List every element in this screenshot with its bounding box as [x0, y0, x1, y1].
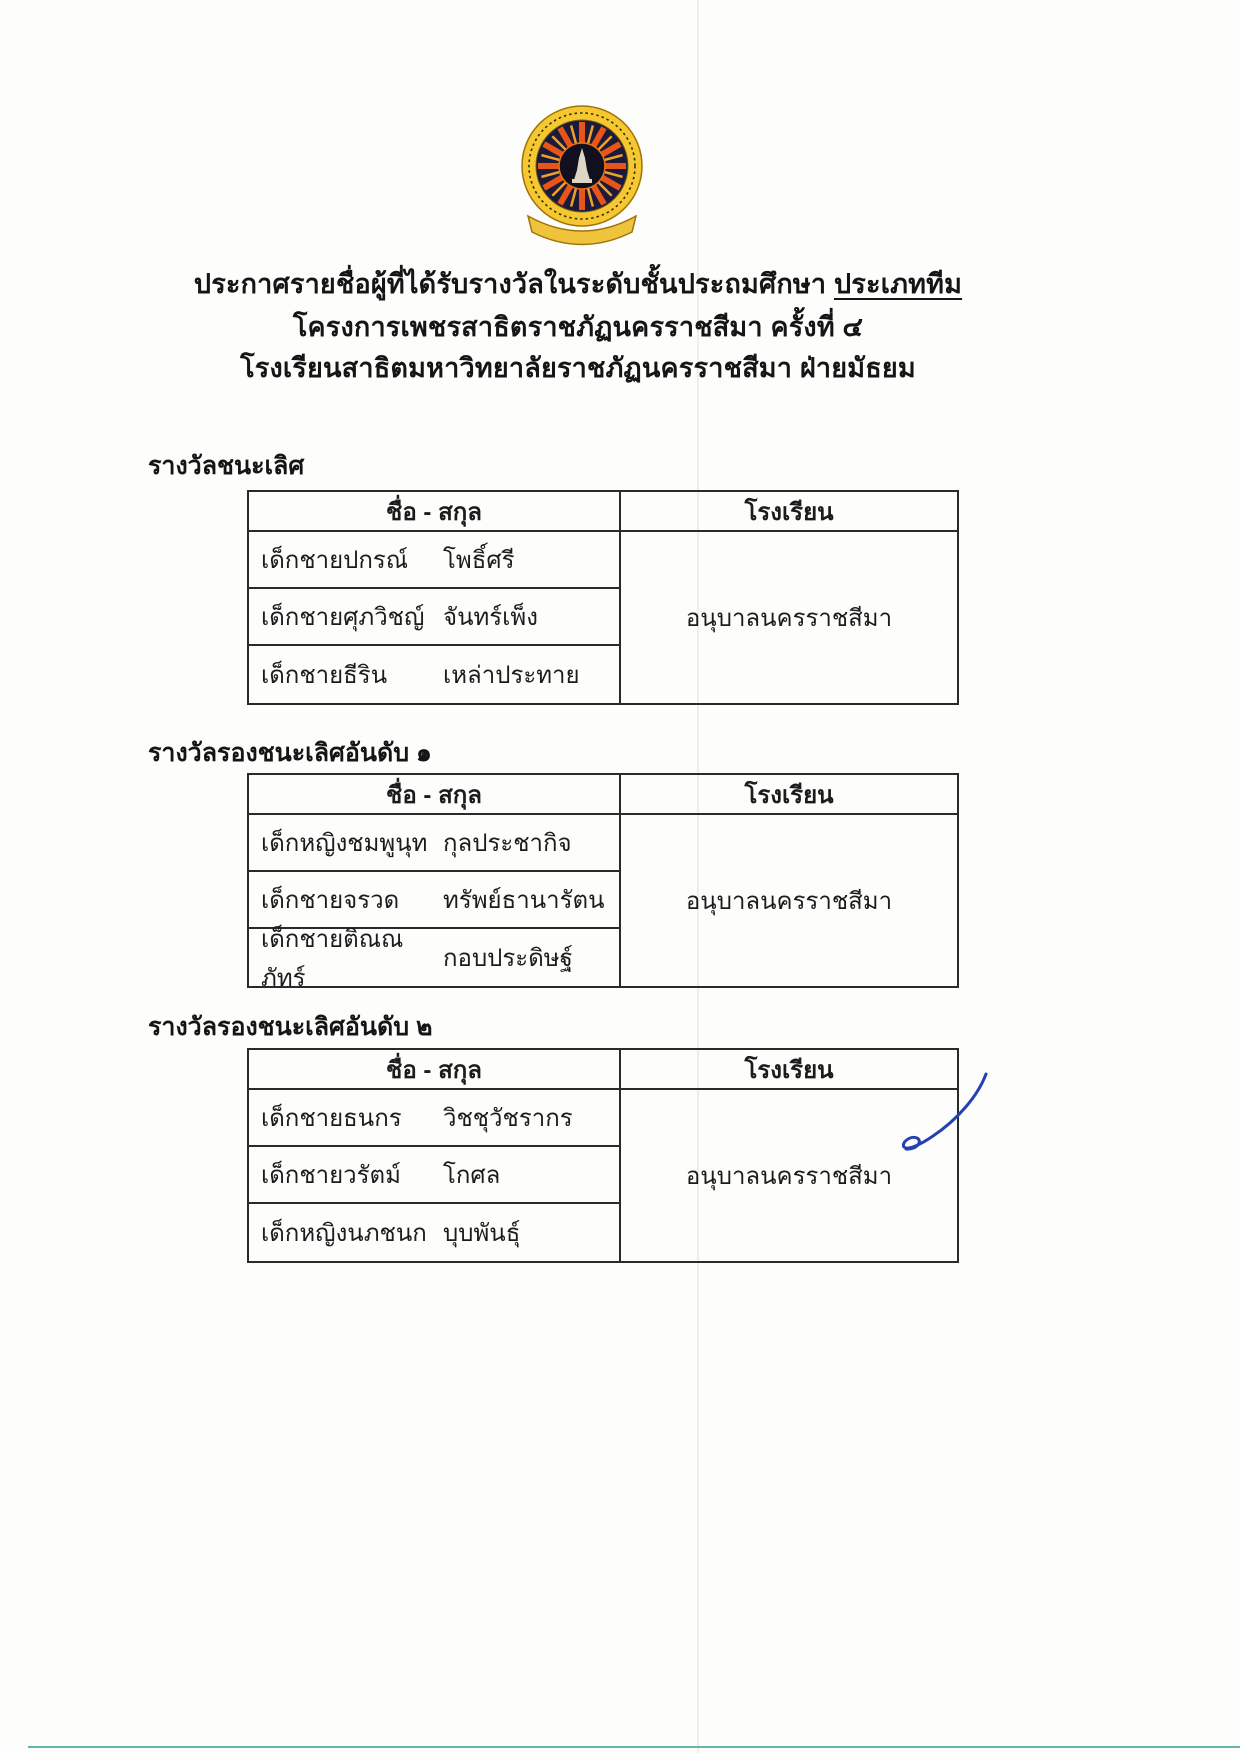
- table-row: [249, 1147, 619, 1204]
- name-column-header: ชื่อ - สกุล: [386, 499, 482, 526]
- student-first-name: เด็กชายศุภวิชญ์: [261, 604, 425, 631]
- section-heading-winner: รางวัลชนะเลิศ: [148, 452, 305, 480]
- student-last-name: กุลประชากิจ: [443, 830, 572, 857]
- page-title-line2: โครงการเพชรสาธิตราชภัฏนครราชสีมา ครั้งที่ ๔: [292, 312, 864, 342]
- page-title-line1-main: ประกาศรายชื่อผู้ที่ได้รับรางวัลในระดับชั้นประถมศึกษา: [193, 269, 827, 299]
- school-column-header: โรงเรียน: [619, 1050, 957, 1089]
- school-cell: อนุบาลนครราชสีมา: [619, 1090, 957, 1261]
- section-heading-first-runner-up: รางวัลรองชนะเลิศอันดับ ๑: [148, 739, 432, 767]
- student-first-name: เด็กหญิงชมพูนุท: [261, 830, 428, 857]
- university-seal-icon: [512, 104, 652, 254]
- section-heading-second-runner-up: รางวัลรองชนะเลิศอันดับ ๒: [148, 1013, 433, 1041]
- school-cell: อนุบาลนครราชสีมา: [619, 815, 957, 986]
- first-runner-up-table: [247, 773, 959, 992]
- table-row: [249, 1204, 619, 1261]
- table-row: [249, 646, 619, 703]
- table-row: [249, 1090, 619, 1147]
- student-last-name: โกศล: [443, 1162, 501, 1189]
- student-last-name: จันทร์เพ็ง: [443, 604, 538, 631]
- table-body: [249, 1090, 957, 1261]
- student-last-name: กอบประดิษฐ์: [443, 945, 573, 972]
- table-row: [249, 925, 619, 992]
- university-seal-logo: [512, 104, 652, 254]
- student-last-name: วิชชุวัชรากร: [443, 1105, 573, 1132]
- table-header-row: [249, 492, 957, 532]
- student-first-name: เด็กหญิงนภชนก: [261, 1220, 427, 1247]
- page-title-line3: โรงเรียนสาธิตมหาวิทยาลัยราชภัฏนครราชสีมา ฝ่ายมัธยม: [240, 353, 916, 383]
- table-row: [249, 532, 619, 589]
- table-body: [249, 532, 957, 703]
- table-row: [249, 589, 619, 646]
- student-first-name: เด็กชายปกรณ์: [261, 547, 409, 574]
- student-first-name: เด็กชายจรวด: [261, 887, 400, 914]
- table-row: [249, 815, 619, 872]
- winner-table: [247, 490, 959, 705]
- school-column-header: โรงเรียน: [619, 775, 957, 814]
- second-runner-up-table: [247, 1048, 959, 1263]
- page-title-line1-underlined: ประเภททีม: [833, 269, 963, 299]
- student-last-name: โพธิ์ศรี: [443, 547, 515, 574]
- name-column-header: ชื่อ - สกุล: [386, 782, 482, 809]
- table-header-row: [249, 1050, 957, 1090]
- student-first-name: เด็กชายธีริน: [261, 662, 388, 689]
- table-body: [249, 815, 957, 992]
- page-title-line1: [0, 262, 1156, 305]
- name-column-header: ชื่อ - สกุล: [386, 1057, 482, 1084]
- student-last-name: ทรัพย์ธานารัตน: [443, 887, 605, 914]
- student-last-name: เหล่าประทาย: [443, 662, 580, 689]
- student-first-name: เด็กชายวรัตม์: [261, 1162, 401, 1189]
- student-first-name: เด็กชายติณณภัทร์: [261, 925, 404, 992]
- student-first-name: เด็กชายธนกร: [261, 1105, 402, 1132]
- school-cell: อนุบาลนครราชสีมา: [619, 532, 957, 703]
- table-header-row: [249, 775, 957, 815]
- scanner-edge-artifact: [28, 1746, 1240, 1748]
- school-column-header: โรงเรียน: [619, 492, 957, 531]
- student-last-name: บุบพันธุ์: [443, 1220, 521, 1247]
- pen-signature-icon: [893, 1066, 993, 1166]
